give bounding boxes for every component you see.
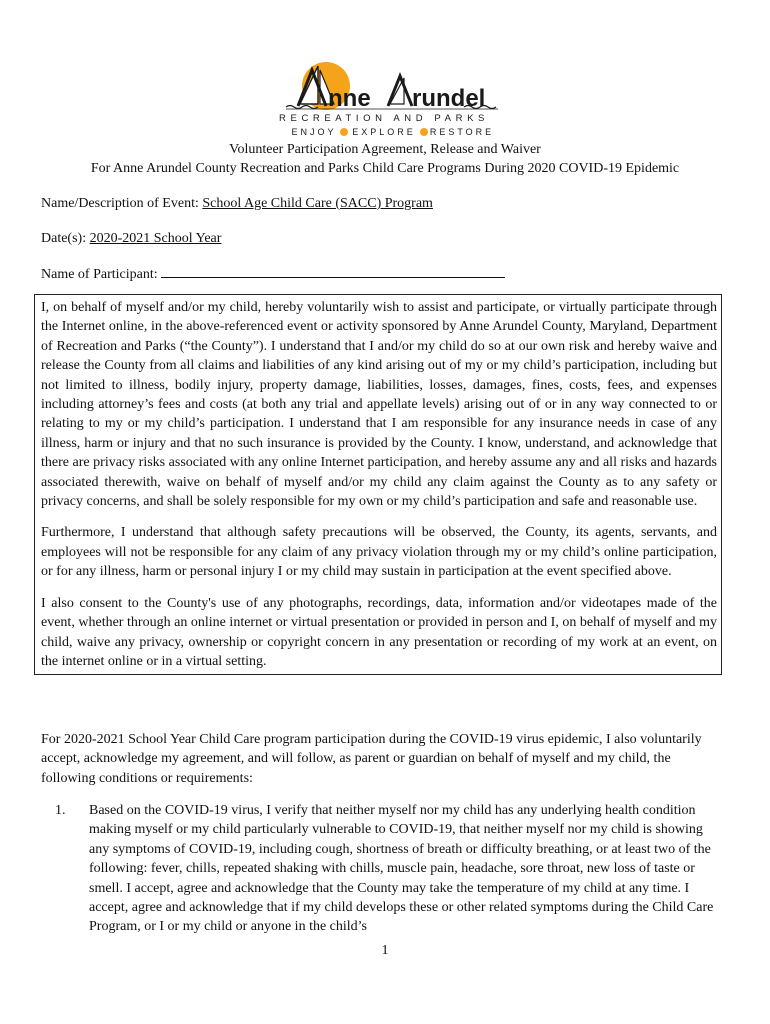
conditions-list xyxy=(41,801,725,937)
participant-field xyxy=(41,264,505,284)
document-title-block xyxy=(0,140,770,178)
tagline-dot-icon xyxy=(340,128,348,136)
participant-label: Name of Participant: xyxy=(41,267,158,282)
participant-name-blank[interactable] xyxy=(161,264,505,278)
dates-label: Date(s): xyxy=(41,231,87,246)
event-value: School Age Child Care (SACC) Program xyxy=(202,196,433,211)
release-paragraph-2: Furthermore, I understand that although safety precautions will be observed, the County, its agents, servants, and employees will not be responsible for any claim of any privacy violation through my or my child’s online participation, or for any illness, harm or personal injury I or my child may sustain in participation at the event specified above. xyxy=(41,525,717,580)
logo-subtitle: RECREATION AND PARKS xyxy=(279,113,489,124)
event-field xyxy=(41,194,433,213)
dates-field xyxy=(41,229,221,248)
tagline-dot-icon xyxy=(420,128,428,136)
list-item-text: Based on the COVID-19 virus, I verify that neither myself nor my child has any underlying health condition making myself or my child particularly vulnerable to COVID-19, that neither myself nor my child is showing any symptoms of COVID-19, including cough, shortness of breath or difficulty breathing, or at least two of the following: fever, chills, repeated shaking with chills, muscle pain, headache, sore throat, new loss of taste or smell. I accept, agree and acknowledge that the County may take the temperature of my child at any time. I accept, agree and acknowledge that if my child develops these or other related symptoms during the Child Care Program, or I or my child or anyone in the child’s xyxy=(89,803,714,935)
tagline-enjoy: ENJOY xyxy=(291,127,337,137)
tagline-restore: RESTORE xyxy=(429,127,495,137)
dates-value: 2020-2021 School Year xyxy=(89,231,222,246)
list-item-number: 1. xyxy=(55,803,66,818)
document-title: Volunteer Participation Agreement, Release and Waiver xyxy=(229,142,541,157)
anne-arundel-logo xyxy=(268,60,500,140)
page-number: 1 xyxy=(381,943,389,958)
tagline-explore: EXPLORE xyxy=(352,127,416,137)
brand-second-text: rundel xyxy=(412,85,486,112)
document-subtitle: For Anne Arundel County Recreation and Parks Child Care Programs During 2020 COVID-19 Epidemic xyxy=(90,161,680,176)
release-paragraph-3: I also consent to the County's use of any photographs, recordings, data, information and/or videotapes made of the event, whether through an online internet or virtual presentation or provided in person and I, on behalf of myself and my child, waive any privacy, ownership or copyright concern in any presentation or recording of my work at an event, on the internet online or in a virtual setting. xyxy=(41,595,717,669)
event-label: Name/Description of Event: xyxy=(41,196,199,211)
release-paragraph-1: I, on behalf of myself and/or my child, hereby voluntarily wish to assist and participate, or virtually participate through the Internet online, in the above-referenced event or activity sponsored by Anne Arundel County, Maryland, Department of Recreation and Parks (“the County”). I understand that I and/or my child do so at our own risk and hereby waive and release the County from all claims and liabilities of any kind arising out of my or my child’s participation, including but not limited to illness, bodily injury, property damage, liabilities, losses, damages, fines, costs, fees, and expenses including attorney’s fees and costs (at both any trial and appellate levels) arising out of or in any way connected to or relating to my or my child’s participation. I understand that I am responsible for any insurance needs in case of any illness, harm or injury and that no such insurance is provided by the County. I know, understand, and acknowledge that there are privacy risks associated with any online Internet participation, and hereby assume any and all risks and hazards associated therewith, waive on behalf of myself and/or my child any claim against the County as to any safety or privacy concerns, and shall be solely responsible for my own or my child’s participation and safe and reasonable use. xyxy=(41,300,717,510)
list-item xyxy=(41,801,725,937)
brand-first-text: nne xyxy=(328,85,371,112)
release-box xyxy=(34,294,722,675)
covid-intro-paragraph: For 2020-2021 School Year Child Care program participation during the COVID-19 virus epidemic, I also voluntarily accept, acknowledge my agreement, and will follow, as parent or guardian on behalf of myself and my child, the following conditions or requirements: xyxy=(41,732,702,786)
logo-graphic xyxy=(268,60,500,140)
